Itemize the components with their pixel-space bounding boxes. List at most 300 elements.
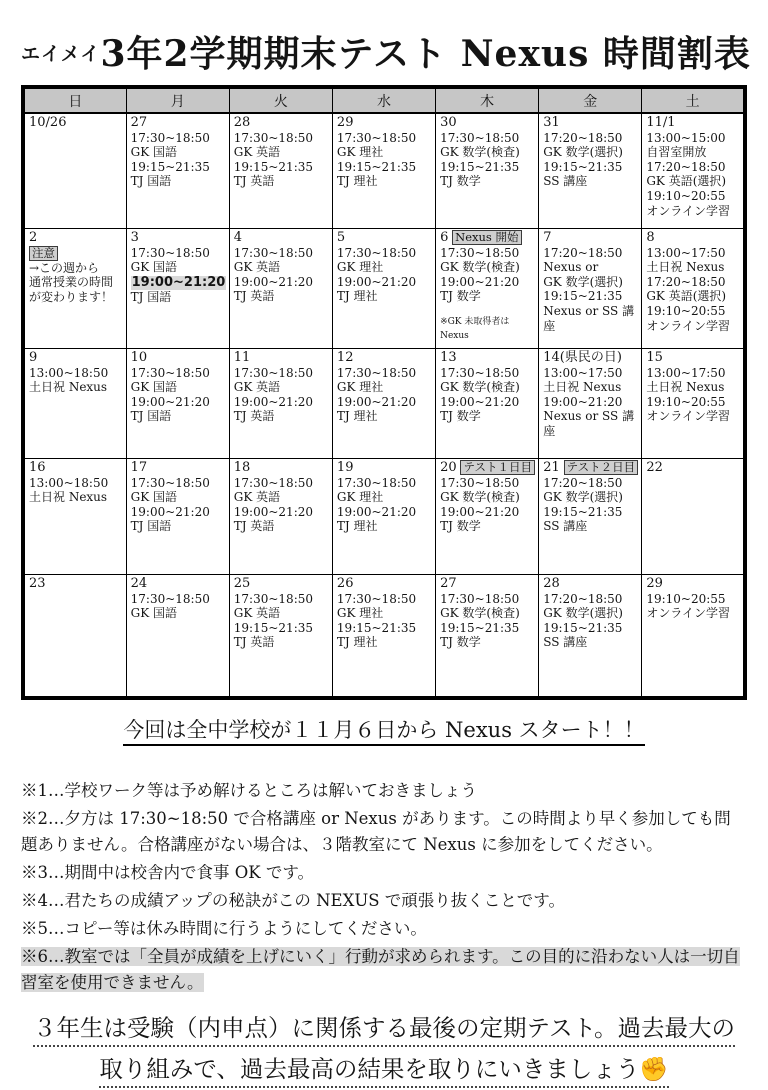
cell-line: 17:30~18:50 — [233, 591, 313, 606]
cell-line: 17:30~18:50 — [440, 475, 520, 490]
cell-date-row — [131, 230, 226, 246]
calendar-cell — [539, 459, 642, 575]
cell-line: GK 数学(検査) — [440, 260, 520, 275]
cell-date-row — [646, 576, 740, 592]
note-item — [21, 944, 747, 996]
cell-content — [131, 230, 226, 346]
cell-content — [440, 115, 535, 226]
calendar-cell — [23, 459, 126, 575]
cell-content — [234, 230, 329, 346]
calendar-cell — [126, 575, 229, 699]
calendar-cell — [229, 349, 332, 459]
cell-date-row — [29, 576, 123, 592]
cell-line: 19:15~21:35 — [440, 159, 520, 174]
cell-content — [543, 115, 638, 226]
note-item — [21, 888, 747, 914]
cell-line: 17:30~18:50 — [233, 245, 313, 260]
cell-line: 13:00~18:50 — [29, 365, 109, 380]
calendar-table — [21, 85, 747, 700]
cell-date-row — [646, 350, 740, 366]
cell-line: GK 英語 — [233, 380, 281, 395]
calendar-cell — [436, 575, 539, 699]
cell-line: 19:10~20:55 — [646, 394, 726, 409]
cell-date: 24 — [130, 576, 148, 591]
cell-line: 17:30~18:50 — [336, 365, 417, 380]
cell-line: 17:20~18:50 — [543, 591, 623, 606]
cell-date: 3 — [130, 230, 139, 245]
cell-date-row — [131, 115, 226, 131]
cell-line: 17:30~18:50 — [233, 475, 313, 490]
cell-date-row — [543, 115, 638, 131]
cell-date: 25 — [233, 576, 251, 591]
calendar-cell — [126, 459, 229, 575]
page-title — [21, 26, 751, 77]
cell-date-row — [440, 576, 535, 592]
cell-badge-row — [29, 246, 123, 261]
cell-line: 19:00~21:20 — [440, 504, 520, 519]
cell-line: 自習室開放 — [646, 145, 707, 160]
cell-line: 19:00~21:20 — [543, 394, 623, 409]
cell-date: 19 — [336, 460, 354, 475]
cell-date-row — [29, 115, 123, 131]
cell-line: →この週から — [29, 260, 100, 275]
cell-date-row — [337, 350, 432, 366]
cell-date: 27 — [440, 576, 457, 591]
note-item — [21, 806, 747, 858]
cell-date: 15 — [646, 350, 663, 365]
cell-date: 14(県民の日) — [543, 350, 622, 365]
note-item — [21, 860, 747, 886]
cell-line: 17:20~18:50 — [646, 159, 726, 174]
cell-line: TJ 理社 — [336, 174, 378, 189]
calendar-cell — [229, 113, 332, 229]
calendar-cell — [436, 113, 539, 229]
cell-line: 17:30~18:50 — [130, 130, 210, 145]
calendar-cell — [642, 575, 745, 699]
cell-content — [131, 460, 226, 572]
cell-content — [131, 350, 226, 456]
calendar-cell — [332, 349, 435, 459]
cell-badge: 注意 — [29, 246, 58, 261]
cell-date: 5 — [336, 230, 346, 245]
closing-line-1-row — [21, 1008, 747, 1049]
calendar-cell — [23, 349, 126, 459]
cell-line: GK 国語 — [130, 260, 178, 275]
cell-date: 31 — [543, 115, 560, 130]
calendar-cell — [229, 229, 332, 349]
cell-date-row — [646, 115, 740, 131]
note-text: ※6…教室では「全員が成績を上げにいく」行動が求められます。この目的に沿わない人は一切自習室を使用できません。 — [21, 947, 740, 992]
cell-content — [440, 230, 535, 346]
cell-line: GK 数学(選択) — [543, 490, 623, 505]
cell-line: TJ 国語 — [130, 519, 172, 534]
cell-line: 19:00~21:20 — [336, 394, 417, 409]
weekday-header: 金 — [539, 87, 642, 113]
note-item — [21, 916, 747, 942]
cell-content — [440, 576, 535, 694]
cell-content — [337, 576, 432, 694]
cell-line: 17:20~18:50 — [543, 245, 623, 260]
cell-line: GK 理社 — [336, 606, 384, 621]
cell-date: 27 — [130, 115, 148, 130]
cell-date-row — [234, 115, 329, 131]
calendar-body — [23, 113, 745, 698]
cell-line: Nexus or SS 講座 — [543, 409, 635, 438]
cell-line: 19:00~21:20 — [336, 504, 417, 519]
cell-date: 26 — [336, 576, 354, 591]
calendar-cell — [23, 229, 126, 349]
calendar-cell — [436, 229, 539, 349]
cell-date-row — [337, 460, 432, 476]
calendar-cell — [126, 113, 229, 229]
calendar-cell — [642, 229, 745, 349]
cell-badge: テスト１日目 — [460, 460, 535, 475]
calendar-cell — [642, 113, 745, 229]
notes-list — [21, 778, 747, 996]
cell-content — [646, 576, 740, 694]
cell-date: 13 — [440, 350, 457, 365]
cell-line: 19:15~21:35 — [543, 504, 623, 519]
calendar-week-row — [23, 229, 745, 349]
cell-line: GK 国語 — [130, 380, 178, 395]
cell-date: 7 — [543, 230, 552, 245]
cell-line: TJ 国語 — [130, 174, 172, 189]
highlighted-time: 19:00~21:20 — [131, 274, 226, 290]
cell-date-row — [234, 576, 329, 592]
cell-line: GK 数学(選択) — [543, 145, 623, 160]
cell-badge: テスト２日目 — [564, 460, 639, 475]
weekday-header: 土 — [642, 87, 745, 113]
cell-line: オンライン学習 — [646, 409, 730, 424]
cell-date: 10/26 — [29, 115, 67, 130]
cell-content — [29, 115, 123, 226]
cell-line: 17:30~18:50 — [336, 475, 417, 490]
cell-date-row — [440, 115, 535, 131]
note-text: ※2…夕方は 17:30~18:50 で合格講座 or Nexus があります。この時間より早く参加しても問題ありません。合格講座がない場合は、３階教室にて Nexus に参加をしてください。 — [21, 809, 731, 854]
cell-content — [646, 460, 740, 572]
note-text: ※4…君たちの成績アップの秘訣がこの NEXUS で頑張り抜くことです。 — [21, 891, 565, 910]
cell-date: 23 — [29, 576, 46, 591]
cell-line: 19:15~21:35 — [543, 289, 623, 304]
cell-line: 17:30~18:50 — [336, 591, 417, 606]
cell-date-row — [646, 230, 740, 246]
cell-date-row — [543, 230, 638, 246]
cell-line: 19:00~21:20 — [130, 394, 210, 409]
cell-date: 17 — [130, 460, 148, 475]
calendar-cell — [126, 229, 229, 349]
cell-date: 22 — [646, 460, 663, 475]
cell-line: 17:30~18:50 — [130, 475, 210, 490]
cell-date: 2 — [29, 230, 38, 245]
cell-content — [543, 230, 638, 346]
cell-line: 土日祝 Nexus — [646, 260, 725, 275]
cell-content — [337, 350, 432, 456]
cell-date: 12 — [336, 350, 354, 365]
cell-date-row — [131, 576, 226, 592]
cell-line: 17:20~18:50 — [646, 274, 726, 289]
cell-line: オンライン学習 — [646, 318, 730, 333]
calendar-cell — [539, 229, 642, 349]
cell-line: GK 国語 — [130, 606, 178, 621]
cell-date: 21 — [543, 460, 560, 475]
cell-content — [646, 350, 740, 456]
cell-line: TJ 英語 — [233, 174, 275, 189]
cell-line: 17:30~18:50 — [130, 591, 210, 606]
cell-line: GK 数学(検査) — [440, 606, 520, 621]
calendar-week-row — [23, 349, 745, 459]
cell-line: 土日祝 Nexus — [29, 490, 108, 505]
cell-date-row — [543, 460, 638, 476]
cell-line: TJ 国語 — [130, 409, 172, 424]
cell-line: TJ 数学 — [440, 289, 481, 304]
cell-line: オンライン学習 — [646, 606, 730, 621]
calendar-cell — [126, 349, 229, 459]
cell-line: 19:00~21:20 — [336, 274, 417, 289]
cell-line: TJ 数学 — [440, 635, 481, 650]
cell-content — [29, 230, 123, 346]
cell-line: 19:00~21:20 — [233, 504, 313, 519]
cell-line: 17:20~18:50 — [543, 475, 623, 490]
cell-line: TJ 理社 — [336, 635, 378, 650]
cell-line: TJ 英語 — [233, 519, 275, 534]
cell-line: 19:00~21:20 — [233, 274, 313, 289]
note-text: ※3…期間中は校舎内で食事 OK です。 — [21, 863, 315, 882]
calendar-cell — [332, 113, 435, 229]
cell-line: GK 英語 — [233, 490, 281, 505]
cell-line: 17:30~18:50 — [130, 365, 210, 380]
cell-content — [29, 576, 123, 694]
title-main: 3年2学期期末テスト Nexus 時間割表 — [100, 33, 751, 75]
cell-content — [337, 115, 432, 226]
cell-date-row — [337, 230, 432, 246]
calendar-cell — [642, 349, 745, 459]
cell-line: 土日祝 Nexus — [543, 380, 622, 395]
cell-content — [646, 115, 740, 226]
cell-line: 19:10~20:55 — [646, 188, 726, 203]
cell-line: GK 英語 — [233, 606, 281, 621]
cell-line: GK 国語 — [130, 490, 178, 505]
cell-line: 19:15~21:35 — [440, 620, 520, 635]
cell-content — [337, 230, 432, 346]
cell-date-row — [234, 460, 329, 476]
cell-date-row — [131, 350, 226, 366]
cell-line: GK 国語 — [130, 145, 178, 160]
cell-line: GK 英語(選択) — [646, 289, 727, 304]
announcement-text: 今回は全中学校が１１月６日から Nexus スタート！！ — [123, 718, 644, 746]
cell-date-row — [440, 230, 535, 246]
cell-date-row — [543, 576, 638, 592]
cell-content — [29, 460, 123, 572]
cell-content — [234, 115, 329, 226]
cell-line: 19:15~21:35 — [233, 620, 313, 635]
cell-line: GK 理社 — [336, 490, 384, 505]
cell-line: TJ 英語 — [233, 635, 275, 650]
cell-line: 19:15~21:35 — [233, 159, 313, 174]
calendar-cell — [539, 113, 642, 229]
cell-line: TJ 国語 — [130, 290, 172, 305]
cell-line: 19:10~20:55 — [646, 591, 726, 606]
closing-line-2: 取り組みで、過去最高の結果を取りにいきましょう — [99, 1055, 640, 1083]
calendar-cell — [229, 575, 332, 699]
cell-line: 17:30~18:50 — [336, 245, 417, 260]
cell-date: 29 — [646, 576, 663, 591]
calendar-cell — [436, 349, 539, 459]
cell-content — [440, 350, 535, 456]
cell-date-row — [131, 460, 226, 476]
cell-date: 28 — [233, 115, 251, 130]
cell-date-row — [29, 230, 123, 246]
cell-line: GK 英語 — [233, 145, 281, 160]
cell-line: Nexus or SS 講座 — [543, 303, 635, 333]
calendar-week-row — [23, 113, 745, 229]
cell-line: 19:15~21:35 — [543, 620, 623, 635]
fist-icon: ✊ — [639, 1055, 669, 1083]
weekday-header: 火 — [229, 87, 332, 113]
cell-line: 17:30~18:50 — [233, 130, 313, 145]
cell-line: 19:00~21:20 — [440, 394, 520, 409]
cell-date: 20 — [440, 460, 457, 475]
cell-line: GK 理社 — [336, 260, 384, 275]
calendar-cell — [539, 349, 642, 459]
cell-line: TJ 英語 — [233, 289, 275, 304]
cell-line: TJ 理社 — [336, 519, 378, 534]
cell-line: GK 数学(検査) — [440, 145, 520, 160]
cell-date: 16 — [29, 460, 46, 475]
cell-line: GK 数学(検査) — [440, 490, 520, 505]
cell-line: 19:15~21:35 — [336, 620, 417, 635]
cell-line: SS 講座 — [543, 519, 588, 534]
calendar-cell — [332, 575, 435, 699]
cell-date-row — [337, 576, 432, 592]
cell-line: TJ 数学 — [440, 519, 481, 534]
cell-date: 28 — [543, 576, 560, 591]
cell-line: 13:00~17:50 — [543, 365, 623, 380]
cell-line: が変わります！ — [29, 289, 114, 304]
cell-date: 29 — [336, 115, 354, 130]
closing-line-1: ３年生は受験（内申点）に関係する最後の定期テスト。過去最大の — [33, 1014, 735, 1047]
cell-line: 19:15~21:35 — [336, 159, 417, 174]
cell-date: 4 — [233, 230, 243, 245]
calendar-cell — [23, 113, 126, 229]
cell-date-row — [29, 350, 123, 366]
cell-line: SS 講座 — [543, 635, 588, 650]
note-text: ※5…コピー等は休み時間に行うようにしてください。 — [21, 919, 427, 938]
cell-line: 19:10~20:55 — [646, 303, 726, 318]
weekday-header: 月 — [126, 87, 229, 113]
cell-line: 13:00~17:50 — [646, 245, 726, 260]
cell-line: 17:30~18:50 — [130, 245, 210, 260]
cell-line: 土日祝 Nexus — [29, 380, 108, 395]
announcement — [21, 714, 747, 744]
cell-date-row — [234, 350, 329, 366]
calendar-header-row — [23, 87, 745, 113]
cell-date-row — [234, 230, 329, 246]
cell-line: 19:15~21:35 — [130, 159, 210, 174]
cell-badge: Nexus 開始 — [452, 230, 521, 245]
cell-line: 19:00~21:20 — [233, 394, 313, 409]
cell-line: 17:30~18:50 — [440, 591, 520, 606]
cell-line: TJ 英語 — [233, 409, 275, 424]
cell-line: 17:30~18:50 — [440, 130, 520, 145]
weekday-header: 水 — [332, 87, 435, 113]
cell-content — [646, 230, 740, 346]
calendar-week-row — [23, 575, 745, 699]
cell-line — [131, 275, 226, 291]
cell-date: 6 — [440, 230, 449, 245]
cell-content — [234, 350, 329, 456]
cell-content — [543, 350, 638, 456]
calendar-week-row — [23, 459, 745, 575]
calendar-cell — [332, 459, 435, 575]
cell-line: オンライン学習 — [646, 203, 730, 218]
cell-footnote: ※GK 未取得者は Nexus — [440, 316, 510, 342]
cell-line: GK 数学(検査) — [440, 380, 520, 395]
cell-content — [440, 460, 535, 572]
cell-date: 11 — [233, 350, 251, 365]
cell-content — [131, 576, 226, 694]
cell-date-row — [646, 460, 740, 476]
cell-line: SS 講座 — [543, 174, 588, 189]
cell-line: 19:00~21:20 — [130, 504, 210, 519]
cell-date: 10 — [130, 350, 148, 365]
closing-message — [21, 1008, 747, 1090]
cell-line: TJ 理社 — [336, 289, 378, 304]
cell-line: TJ 理社 — [336, 409, 378, 424]
cell-line: GK 数学(選択) — [543, 606, 623, 621]
cell-line: 17:30~18:50 — [233, 365, 313, 380]
cell-line: 17:30~18:50 — [336, 130, 417, 145]
calendar-cell — [539, 575, 642, 699]
calendar-header — [23, 87, 745, 113]
cell-line: 19:00~21:20 — [440, 274, 520, 289]
calendar-cell — [642, 459, 745, 575]
calendar-cell — [436, 459, 539, 575]
note-item — [21, 778, 747, 804]
title-prefix: エイメイ — [21, 43, 101, 65]
calendar-cell — [229, 459, 332, 575]
cell-date-row — [543, 350, 638, 366]
cell-line: GK 理社 — [336, 145, 384, 160]
calendar-cell — [23, 575, 126, 699]
cell-line: GK 英語 — [233, 260, 281, 275]
note-text: ※1…学校ワーク等は予め解けるところは解いておきましょう — [21, 781, 477, 800]
weekday-header: 木 — [436, 87, 539, 113]
cell-line: GK 数学(選択) — [543, 274, 623, 289]
cell-line: 17:20~18:50 — [543, 130, 623, 145]
cell-date: 30 — [440, 115, 457, 130]
cell-line: 19:15~21:35 — [543, 159, 623, 174]
cell-date-row — [29, 460, 123, 476]
cell-line: 13:00~17:50 — [646, 365, 726, 380]
cell-content — [29, 350, 123, 456]
cell-content — [131, 115, 226, 226]
cell-line: TJ 数学 — [440, 174, 481, 189]
cell-date: 18 — [233, 460, 251, 475]
cell-line: Nexus or — [543, 260, 599, 275]
cell-line: 土日祝 Nexus — [646, 380, 725, 395]
cell-date: 9 — [29, 350, 38, 365]
cell-content — [543, 460, 638, 572]
cell-line: GK 理社 — [336, 380, 384, 395]
cell-content — [337, 460, 432, 572]
cell-line: 13:00~15:00 — [646, 130, 726, 145]
cell-date: 8 — [646, 230, 655, 245]
cell-line: GK 英語(選択) — [646, 174, 727, 189]
cell-date-row — [337, 115, 432, 131]
cell-line: 17:30~18:50 — [440, 245, 520, 260]
cell-line: TJ 数学 — [440, 409, 481, 424]
cell-line: 通常授業の時間 — [29, 275, 114, 290]
